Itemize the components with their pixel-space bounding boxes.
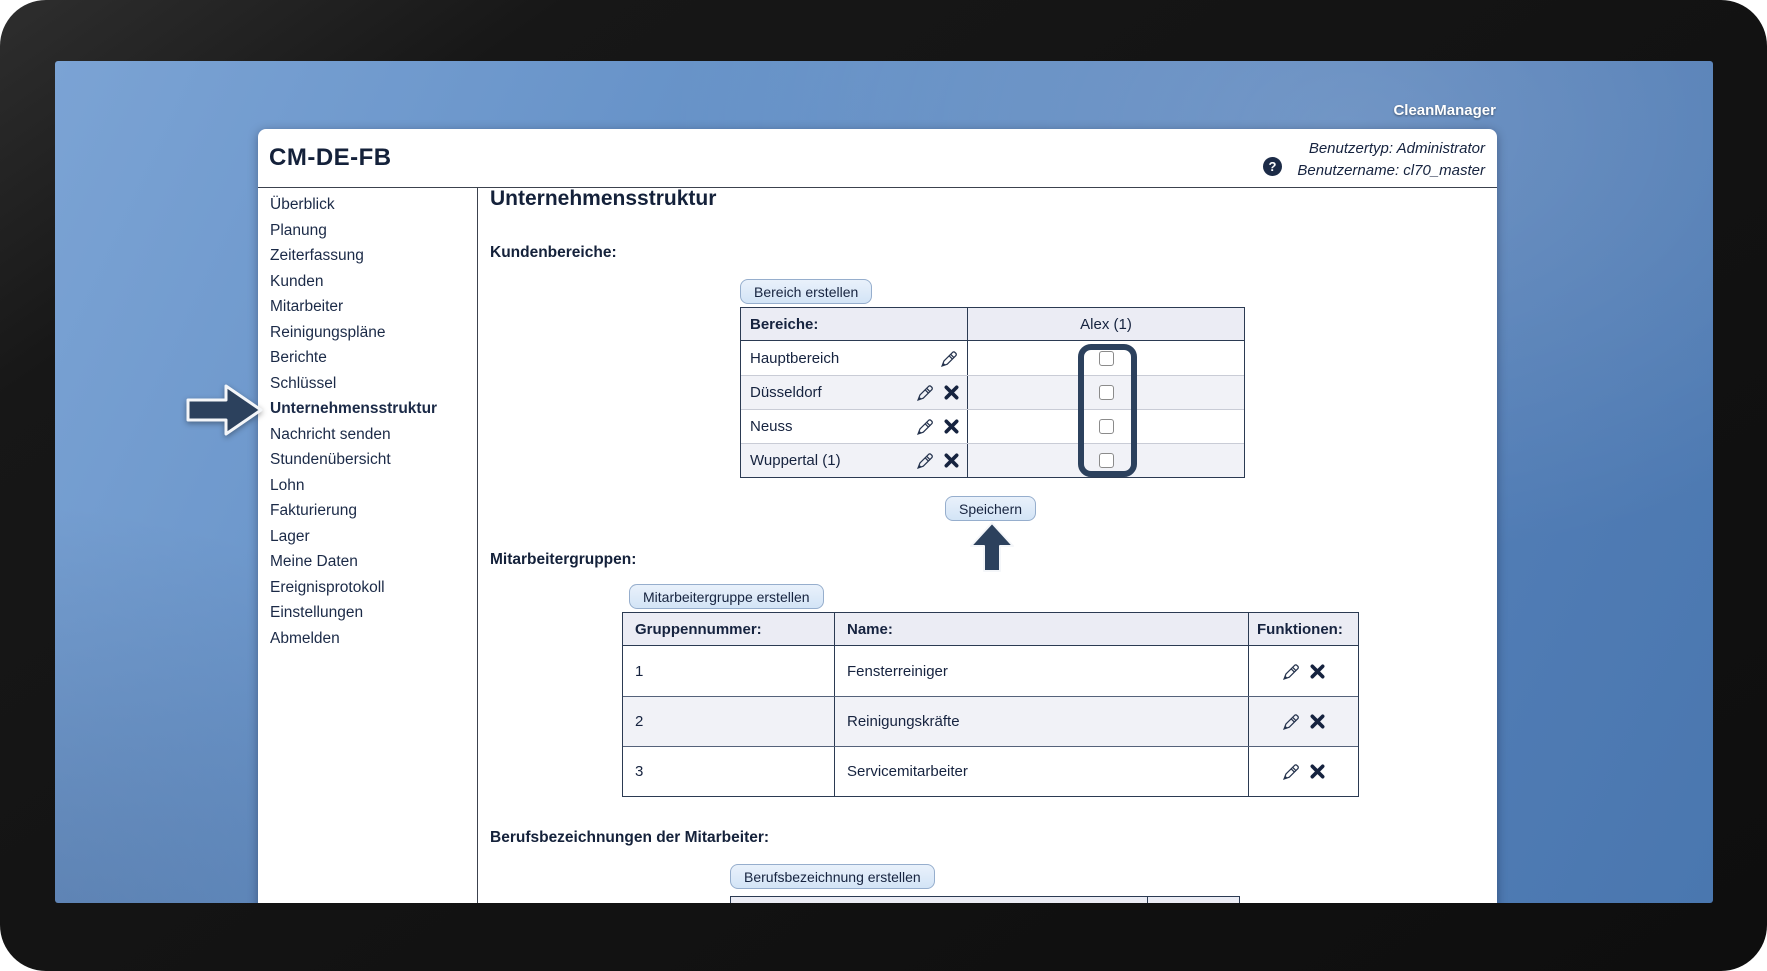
group-name: Servicemitarbeiter [835,747,1249,796]
pencil-icon[interactable] [915,416,936,437]
header-divider [258,187,1497,188]
area-name-cell [741,444,968,477]
sidebar-nav [270,192,470,651]
user-info [1297,138,1485,182]
group-name: Fensterreiniger [835,646,1249,696]
group-table-row [623,696,1358,746]
pencil-icon[interactable] [1281,661,1302,682]
groups-header-name: Name: [835,613,1249,645]
group-number: 2 [623,697,835,746]
x-icon[interactable] [943,418,960,435]
x-icon[interactable] [1309,663,1326,680]
area-name: Hauptbereich [750,349,840,367]
job-titles-header-functions [1148,897,1239,903]
sidebar-item-ereignisprotokoll[interactable]: Ereignisprotokoll [270,578,385,596]
app-window [258,129,1497,903]
job-titles-table [730,896,1240,903]
create-area-button[interactable]: Bereich erstellen [740,279,872,304]
area-assignment-cell [968,376,1244,409]
groups-table-header [623,613,1358,646]
area-name: Wuppertal (1) [750,452,841,469]
sidebar-item-berichte[interactable]: Berichte [270,349,327,366]
x-icon[interactable] [1309,713,1326,730]
sidebar-item-mitarbeiter[interactable]: Mitarbeiter [270,298,344,315]
help-icon[interactable] [1263,157,1282,176]
groups-header-functions: Funktionen: [1257,620,1343,638]
create-group-button[interactable]: Mitarbeitergruppe erstellen [629,584,824,609]
area-actions [915,450,967,471]
area-checkbox[interactable] [1099,351,1114,366]
area-name-cell [741,410,968,443]
group-actions [1249,646,1358,696]
area-table-row [741,409,1244,443]
group-number: 3 [623,747,835,796]
sidebar-item-fakturierung[interactable]: Fakturierung [270,502,358,519]
pencil-icon[interactable] [1281,711,1302,732]
area-table-row [741,341,1244,375]
sidebar-item-schlussel[interactable]: Schlüssel [270,374,337,392]
area-name: Neuss [750,418,793,435]
sidebar-item-reinigungsplane[interactable]: Reinigungspläne [270,323,386,341]
pencil-icon[interactable] [915,382,936,403]
area-name-cell [741,341,968,375]
x-icon[interactable] [1309,763,1326,780]
group-actions [1249,697,1358,746]
create-job-title-button[interactable]: Berufsbezeichnung erstellen [730,864,935,889]
pencil-icon[interactable] [939,348,960,369]
x-icon[interactable] [943,384,960,401]
area-table-row [741,375,1244,409]
app-title: CM-DE-FB [269,144,392,171]
groups-table-body [623,646,1358,796]
sidebar-item-kunden[interactable]: Kunden [270,272,324,290]
arrow-right-annotation [186,383,264,437]
sidebar-item-unternehmensstruktur[interactable]: Unternehmensstruktur [270,400,438,417]
job-titles-label: Berufsbezeichnungen der Mitarbeiter: [490,829,770,846]
group-actions [1249,747,1358,796]
area-name-cell [741,376,968,409]
area-assignment-cell [968,410,1244,443]
pencil-icon[interactable] [1281,761,1302,782]
group-number: 1 [623,646,835,696]
group-table-row [623,746,1358,796]
pencil-icon[interactable] [915,450,936,471]
areas-table-header [741,308,1244,341]
sidebar-item-planung[interactable]: Planung [270,221,327,239]
sidebar-item-zeiterfassung[interactable]: Zeiterfassung [270,247,364,264]
area-table-row [741,443,1244,477]
user-type: Benutzertyp: Administrator [1308,140,1485,157]
sidebar-item-einstellungen[interactable]: Einstellungen [270,604,364,621]
job-titles-header-name [731,897,1148,903]
groups-table [622,612,1359,797]
sidebar-item-meine-daten[interactable]: Meine Daten [270,553,358,570]
group-table-row [623,646,1358,696]
group-name: Reinigungskräfte [835,697,1249,746]
user-name: Benutzername: cl70_master [1297,162,1485,179]
sidebar-item-abmelden[interactable]: Abmelden [270,629,340,647]
areas-header-name: Bereiche: [741,308,968,340]
area-actions [939,348,967,369]
area-checkbox[interactable] [1099,453,1114,468]
area-name: Düsseldorf [750,384,822,401]
areas-table-body [741,341,1244,477]
customer-areas-label: Kundenbereiche: [490,244,617,261]
area-assignment-cell [968,341,1244,375]
area-actions [915,382,967,403]
sidebar-item-nachricht-senden[interactable]: Nachricht senden [270,425,391,443]
area-assignment-cell [968,444,1244,477]
sidebar-item-lager[interactable]: Lager [270,527,310,545]
save-button[interactable]: Speichern [945,496,1036,521]
page-title: Unternehmensstruktur [490,187,717,210]
brand-logo: CleanManager [1393,102,1496,119]
areas-header-employee: Alex (1) [1080,315,1132,333]
sidebar-item-berblick[interactable]: Überblick [270,196,335,213]
screen-background [55,61,1713,903]
employee-groups-label: Mitarbeitergruppen: [490,551,637,568]
sidebar-item-stundenubersicht[interactable]: Stundenübersicht [270,451,391,468]
sidebar-divider [477,187,478,903]
help-glyph: ? [1268,159,1277,174]
x-icon[interactable] [943,452,960,469]
area-actions [915,416,967,437]
groups-header-number: Gruppennummer: [623,613,835,645]
area-checkbox[interactable] [1099,385,1114,400]
area-checkbox[interactable] [1099,419,1114,434]
sidebar-item-lohn[interactable]: Lohn [270,476,305,494]
arrow-up-annotation [970,521,1014,573]
areas-table [740,307,1245,478]
